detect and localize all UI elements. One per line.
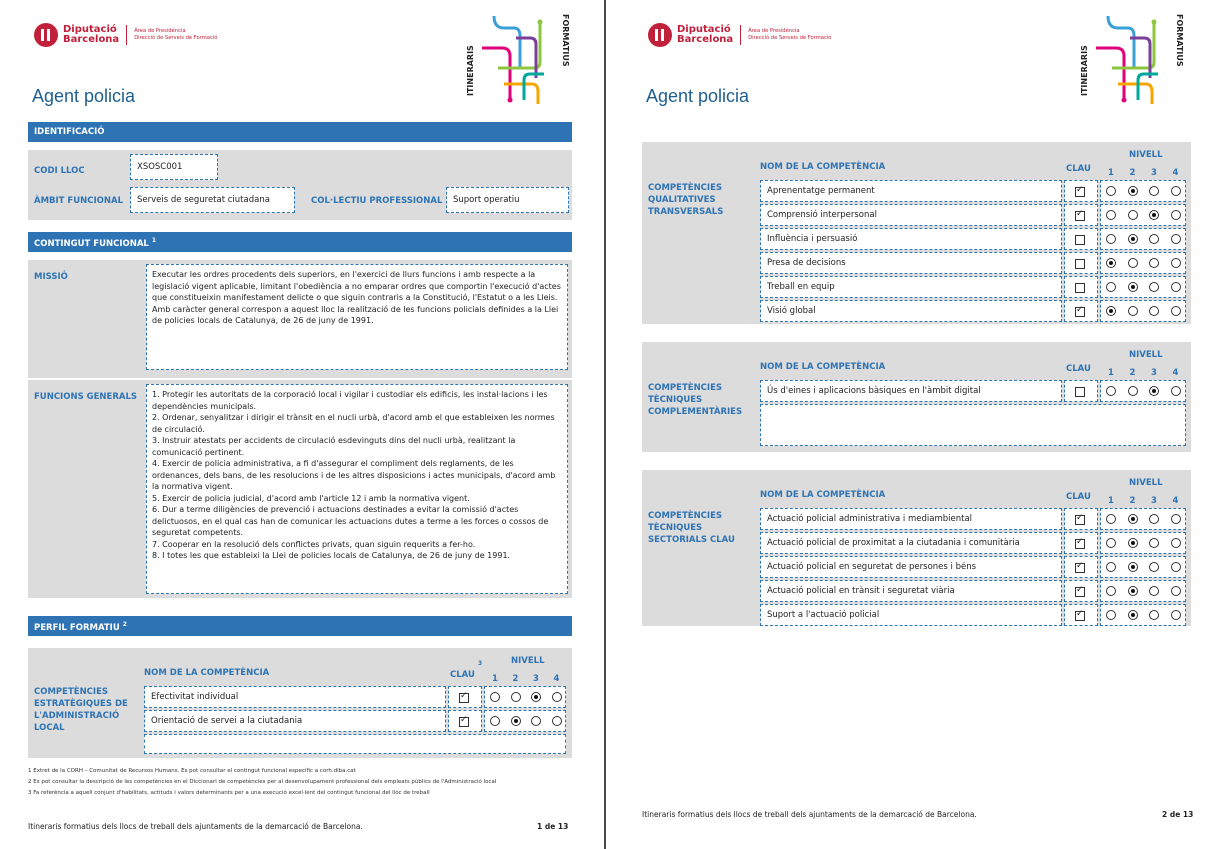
nivell-cell xyxy=(1100,508,1186,530)
radio-empty-icon[interactable] xyxy=(1106,282,1116,292)
clau-cell xyxy=(1064,252,1098,274)
tecniques-complementaries-block xyxy=(642,342,1191,452)
nivell-cell xyxy=(1100,380,1186,402)
logo-sub-line1: Àrea de Presidència xyxy=(134,28,186,34)
radio-empty-icon[interactable] xyxy=(1171,562,1181,572)
competencia-category: COMPETÈNCIES TÈCNIQUES SECTORIALS CLAU xyxy=(648,511,735,545)
nivell-cell xyxy=(1100,204,1186,226)
radio-empty-icon[interactable] xyxy=(1171,306,1181,316)
nivell-level-4: 4 xyxy=(1172,368,1179,378)
nivell-level-2: 2 xyxy=(1129,496,1136,506)
nivell-level-3: 3 xyxy=(1151,496,1157,506)
competencia-name: Suport a l'actuació policial xyxy=(760,604,1062,626)
checked-box-icon[interactable] xyxy=(1075,515,1085,525)
page-number: 1 de 13 xyxy=(537,822,569,831)
logo-name-line2: Barcelona xyxy=(63,34,120,45)
ambit-funcional-value: Serveis de seguretat ciutadana xyxy=(130,187,295,213)
missio-text: Executar les ordres procedents dels superiors, en l'exercici de llurs funcions i amb respecte a la legislació vigent aplicable, limitant l'obediència a no emparar ordres que comportin l'execució d'actes que constitueixin manifestament delicte o que siguin contraris a la Constitució, l'Estatut o a les Lleis. Amb caràcter general correspon a aquest lloc la realització de les funcions policials definides a la Llei de policies locals de Catalunya, de 26 de juny de 1991. xyxy=(146,264,568,370)
perfil-formatiu-label: PERFIL FORMATIU xyxy=(34,622,120,633)
diputacio-logo xyxy=(34,22,217,48)
nom-competencia-header: NOM DE LA COMPETÈNCIA xyxy=(760,490,886,500)
funcio-item: 4. Exercir de policia administrativa, a fi d'assegurar el compliment dels reglaments, de les ordenances, dels bans, de les resolucions i de les altres disposicions i actes municipals, d'acord amb la normativa vigent. xyxy=(152,459,556,491)
perfil-competencies-block xyxy=(28,648,572,758)
unchecked-box-icon[interactable] xyxy=(1075,235,1085,245)
logo-name-line2: Barcelona xyxy=(677,34,734,45)
checked-box-icon[interactable] xyxy=(1075,539,1085,549)
radio-empty-icon[interactable] xyxy=(1171,186,1181,196)
radio-empty-icon[interactable] xyxy=(490,692,500,702)
contingut-funcional-label: CONTINGUT FUNCIONAL xyxy=(34,238,149,249)
nivell-level-1: 1 xyxy=(1108,168,1114,178)
radio-selected-icon[interactable] xyxy=(1128,586,1138,596)
radio-selected-icon[interactable] xyxy=(1149,210,1159,220)
radio-selected-icon[interactable] xyxy=(1149,386,1159,396)
nivell-cell xyxy=(1100,556,1186,578)
document-page-1 xyxy=(0,0,600,849)
radio-empty-icon[interactable] xyxy=(1128,210,1138,220)
checked-box-icon[interactable] xyxy=(1075,611,1085,621)
nivell-cell xyxy=(484,710,566,732)
funcions-generals-text xyxy=(146,384,568,594)
clau-cell xyxy=(1064,508,1098,530)
radio-empty-icon[interactable] xyxy=(1149,306,1159,316)
radio-selected-icon[interactable] xyxy=(1128,538,1138,548)
competencia-name: Orientació de servei a la ciutadania xyxy=(144,710,446,732)
footnote-ref-2: 2 xyxy=(122,621,127,628)
funcio-item: 1. Protegir les autoritats de la corporació local i vigilar i custodiar els edificis, les instal·lacions i les dependències municipals. xyxy=(152,390,548,411)
nivell-level-4: 4 xyxy=(1172,168,1179,178)
empty-competencia-row xyxy=(760,404,1186,446)
radio-selected-icon[interactable] xyxy=(1128,234,1138,244)
radio-empty-icon[interactable] xyxy=(1149,186,1159,196)
clau-header: CLAU xyxy=(1066,492,1091,502)
unchecked-box-icon[interactable] xyxy=(1075,283,1085,293)
checked-box-icon[interactable] xyxy=(459,717,469,727)
codi-lloc-value: XSOSC001 xyxy=(130,154,218,180)
competencia-name: Comprensió interpersonal xyxy=(760,204,1062,226)
radio-selected-icon[interactable] xyxy=(1106,306,1116,316)
radio-empty-icon[interactable] xyxy=(1171,210,1181,220)
clau-header: CLAU xyxy=(1066,164,1091,174)
nom-competencia-header: NOM DE LA COMPETÈNCIA xyxy=(760,362,886,372)
funcio-item: 6. Dur a terme diligències de prevenció i actuacions destinades a evitar la comissió d'actes delictuosos, en el qual cas han de comunicar les actuacions dutes a terme a les forces o cossos de seguretat competents. xyxy=(152,505,549,537)
radio-empty-icon[interactable] xyxy=(1171,514,1181,524)
radio-empty-icon[interactable] xyxy=(1149,586,1159,596)
radio-empty-icon[interactable] xyxy=(1149,234,1159,244)
radio-empty-icon[interactable] xyxy=(490,716,500,726)
radio-empty-icon[interactable] xyxy=(1149,610,1159,620)
radio-selected-icon[interactable] xyxy=(511,716,521,726)
clau-cell xyxy=(1064,380,1098,402)
checked-box-icon[interactable] xyxy=(1075,563,1085,573)
clau-cell xyxy=(448,710,482,732)
nivell-cell xyxy=(1100,228,1186,250)
competencia-name: Influència i persuasió xyxy=(760,228,1062,250)
nivell-level-3: 3 xyxy=(1151,368,1157,378)
clau-cell xyxy=(1064,532,1098,554)
nivell-level-2: 2 xyxy=(1129,168,1136,178)
radio-empty-icon[interactable] xyxy=(1128,306,1138,316)
nivell-cell xyxy=(1100,180,1186,202)
radio-empty-icon[interactable] xyxy=(1106,610,1116,620)
radio-empty-icon[interactable] xyxy=(1106,514,1116,524)
logo-name xyxy=(63,25,119,45)
tecniques-sectorials-block xyxy=(642,470,1191,626)
diputacio-emblem-icon xyxy=(648,23,672,47)
competencia-category: COMPETÈNCIES TÈCNIQUES COMPLEMENTÀRIES xyxy=(648,383,743,417)
radio-empty-icon[interactable] xyxy=(1106,186,1116,196)
nivell-level-4: 4 xyxy=(553,674,560,684)
clau-cell xyxy=(1064,556,1098,578)
nivell-header: NIVELL xyxy=(1129,478,1163,488)
logo-name-line1: Diputació xyxy=(677,24,731,35)
nivell-level-3: 3 xyxy=(533,674,539,684)
radio-selected-icon[interactable] xyxy=(1128,562,1138,572)
nivell-level-2: 2 xyxy=(1129,368,1136,378)
nivell-level-1: 1 xyxy=(1108,368,1114,378)
checked-box-icon[interactable] xyxy=(1075,587,1085,597)
logo-name-line1: Diputació xyxy=(63,24,117,35)
nivell-level-3: 3 xyxy=(1151,168,1157,178)
radio-empty-icon[interactable] xyxy=(1106,562,1116,572)
page-title: Agent policia xyxy=(32,86,136,106)
radio-empty-icon[interactable] xyxy=(531,716,541,726)
radio-empty-icon[interactable] xyxy=(1171,538,1181,548)
nivell-level-1: 1 xyxy=(492,674,498,684)
page-footer: Itineraris formatius dels llocs de treball dels ajuntaments de la demarcació de Barcelona. xyxy=(28,822,363,831)
page-footer: Itineraris formatius dels llocs de treball dels ajuntaments de la demarcació de Barcelona. xyxy=(642,810,977,819)
radio-empty-icon[interactable] xyxy=(1106,586,1116,596)
radio-selected-icon[interactable] xyxy=(1128,186,1138,196)
radio-empty-icon[interactable] xyxy=(1106,210,1116,220)
competencia-name: Aprenentatge permanent xyxy=(760,180,1062,202)
formatius-label: FORMATIUS xyxy=(561,14,570,67)
competencia-name: Actuació policial administrativa i mediambiental xyxy=(760,508,1062,530)
nivell-cell xyxy=(1100,276,1186,298)
nivell-cell xyxy=(1100,532,1186,554)
radio-empty-icon[interactable] xyxy=(1171,258,1181,268)
funcio-item: 5. Exercir de policia judicial, d'acord amb l'article 12 i amb la normativa vigent. xyxy=(152,493,470,503)
radio-empty-icon[interactable] xyxy=(552,692,562,702)
nivell-header: NIVELL xyxy=(511,656,545,666)
logo-sub-line2: Direcció de Serveis de Formació xyxy=(748,35,832,41)
competencia-name: Ús d'eines i aplicacions bàsiques en l'àmbit digital xyxy=(760,380,1062,402)
nivell-cell xyxy=(1100,604,1186,626)
contingut-funcional-header xyxy=(28,232,572,252)
nivell-level-4: 4 xyxy=(1172,496,1179,506)
funcio-item: 2. Ordenar, senyalitzar i dirigir el trànsit en el nucli urbà, d'acord amb el que estableixen les normes de circulació. xyxy=(152,413,555,434)
clau-header: CLAU xyxy=(1066,364,1091,374)
radio-selected-icon[interactable] xyxy=(531,692,541,702)
clau-cell xyxy=(1064,276,1098,298)
nom-competencia-header: NOM DE LA COMPETÈNCIA xyxy=(760,162,886,172)
clau-cell xyxy=(448,686,482,708)
competencia-name: Treball en equip xyxy=(760,276,1062,298)
radio-empty-icon[interactable] xyxy=(1171,386,1181,396)
footnote-ref-1: 1 xyxy=(151,237,157,244)
radio-empty-icon[interactable] xyxy=(1128,258,1138,268)
radio-empty-icon[interactable] xyxy=(1149,514,1159,524)
footnote-1: 1 Extret de la CORH – Comunitat de Recursos Humans. Es pot consultar el contingut funcional específic a corh.diba.cat xyxy=(28,768,356,774)
radio-empty-icon[interactable] xyxy=(1171,282,1181,292)
qualitatives-transversals-block xyxy=(642,142,1191,324)
identificacio-label: IDENTIFICACIÓ xyxy=(34,127,105,137)
clau-cell xyxy=(1064,300,1098,322)
competencia-name: Actuació policial de proximitat a la ciutadania i comunitària xyxy=(760,532,1062,554)
radio-selected-icon[interactable] xyxy=(1106,258,1116,268)
itineraris-formatius-emblem xyxy=(466,8,578,112)
checked-box-icon[interactable] xyxy=(459,693,469,703)
nivell-cell xyxy=(1100,300,1186,322)
clau-header: CLAU xyxy=(450,670,475,680)
radio-empty-icon[interactable] xyxy=(1149,258,1159,268)
competencia-name: Presa de decisions xyxy=(760,252,1062,274)
unchecked-box-icon[interactable] xyxy=(1075,259,1085,269)
clau-cell xyxy=(1064,180,1098,202)
radio-selected-icon[interactable] xyxy=(1128,610,1138,620)
radio-empty-icon[interactable] xyxy=(1171,586,1181,596)
radio-selected-icon[interactable] xyxy=(1128,514,1138,524)
nivell-cell xyxy=(1100,252,1186,274)
document-page-2 xyxy=(614,0,1214,849)
logo-separator xyxy=(740,25,741,45)
nivell-level-1: 1 xyxy=(1108,496,1114,506)
nivell-level-2: 2 xyxy=(512,674,519,684)
logo-sub-line1: Àrea de Presidència xyxy=(748,28,800,34)
unchecked-box-icon[interactable] xyxy=(1075,387,1085,397)
clau-cell xyxy=(1064,204,1098,226)
funcions-generals-label: FUNCIONS GENERALS xyxy=(34,392,138,402)
radio-empty-icon[interactable] xyxy=(552,716,562,726)
radio-empty-icon[interactable] xyxy=(511,692,521,702)
clau-cell xyxy=(1064,604,1098,626)
codi-lloc-label: CODI LLOC xyxy=(34,166,85,176)
radio-empty-icon[interactable] xyxy=(1149,562,1159,572)
perfil-formatiu-header xyxy=(28,616,572,636)
footnote-2: 2 Es pot consultar la descripció de les competències en el Diccionari de competències per al desenvolupament professional dels empleats públics de l'Administració local xyxy=(28,779,497,785)
checked-box-icon[interactable] xyxy=(1075,211,1085,221)
logo-sub-line2: Direcció de Serveis de Formació xyxy=(134,35,218,41)
logo-name xyxy=(677,25,733,45)
radio-empty-icon[interactable] xyxy=(1106,234,1116,244)
competencia-category: COMPETÈNCIES QUALITATIVES TRANSVERSALS xyxy=(648,183,724,217)
itineraris-formatius-emblem xyxy=(1080,8,1192,112)
nivell-header: NIVELL xyxy=(1129,350,1163,360)
footnote-3: 3 Fa referència a aquell conjunt d'habilitats, actituds i valors determinants per a una execució excel·lent del contingut funcional del lloc de treball xyxy=(28,790,430,796)
radio-empty-icon[interactable] xyxy=(1128,386,1138,396)
funcio-item: 3. Instruir atestats per accidents de circulació esdevinguts dins del nucli urbà, realitzant la comunicació pertinent. xyxy=(152,436,516,457)
competencia-name: Actuació policial en seguretat de persones i béns xyxy=(760,556,1062,578)
missio-label: MISSIÓ xyxy=(34,272,68,282)
nom-competencia-header: NOM DE LA COMPETÈNCIA xyxy=(144,668,270,678)
competencia-category: COMPETÈNCIES ESTRATÈGIQUES DE L'ADMINISTRACIÓ LOCAL xyxy=(34,687,128,733)
itineraris-label: ITINERARIS xyxy=(1080,45,1089,96)
checked-box-icon[interactable] xyxy=(1075,307,1085,317)
footnote-ref-3: 3 xyxy=(478,660,483,667)
collectiu-professional-label: COL·LECTIU PROFESSIONAL xyxy=(311,196,443,206)
funcio-item: 7. Cooperar en la resolució dels conflictes privats, quan siguin requerits a fer-ho. xyxy=(152,539,476,549)
logo-subtitle xyxy=(748,28,831,42)
clau-cell xyxy=(1064,228,1098,250)
clau-cell xyxy=(1064,580,1098,602)
nivell-cell xyxy=(1100,580,1186,602)
radio-empty-icon[interactable] xyxy=(1106,538,1116,548)
radio-empty-icon[interactable] xyxy=(1149,538,1159,548)
nivell-cell xyxy=(484,686,566,708)
competencia-name: Actuació policial en trànsit i seguretat viària xyxy=(760,580,1062,602)
identificacio-header xyxy=(28,122,572,142)
radio-empty-icon[interactable] xyxy=(1171,610,1181,620)
competencia-name: Efectivitat individual xyxy=(144,686,446,708)
diputacio-logo xyxy=(648,22,831,48)
checked-box-icon[interactable] xyxy=(1075,187,1085,197)
nivell-header: NIVELL xyxy=(1129,150,1163,160)
diputacio-emblem-icon xyxy=(34,23,58,47)
page-number: 2 de 13 xyxy=(1162,810,1194,819)
page-divider xyxy=(604,0,606,849)
itineraris-label: ITINERARIS xyxy=(466,45,475,96)
collectiu-professional-value: Suport operatiu xyxy=(446,187,569,213)
page-title: Agent policia xyxy=(646,86,750,106)
formatius-label: FORMATIUS xyxy=(1175,14,1184,67)
empty-competencia-row xyxy=(144,734,566,754)
radio-empty-icon[interactable] xyxy=(1171,234,1181,244)
radio-empty-icon[interactable] xyxy=(1149,282,1159,292)
competencia-name: Visió global xyxy=(760,300,1062,322)
ambit-funcional-label: ÀMBIT FUNCIONAL xyxy=(34,196,123,206)
logo-separator xyxy=(126,25,127,45)
radio-empty-icon[interactable] xyxy=(1106,386,1116,396)
radio-selected-icon[interactable] xyxy=(1128,282,1138,292)
funcio-item: 8. I totes les que estableixi la Llei de policies locals de Catalunya, de 26 de juny de 1991. xyxy=(152,551,511,560)
logo-subtitle xyxy=(134,28,217,42)
